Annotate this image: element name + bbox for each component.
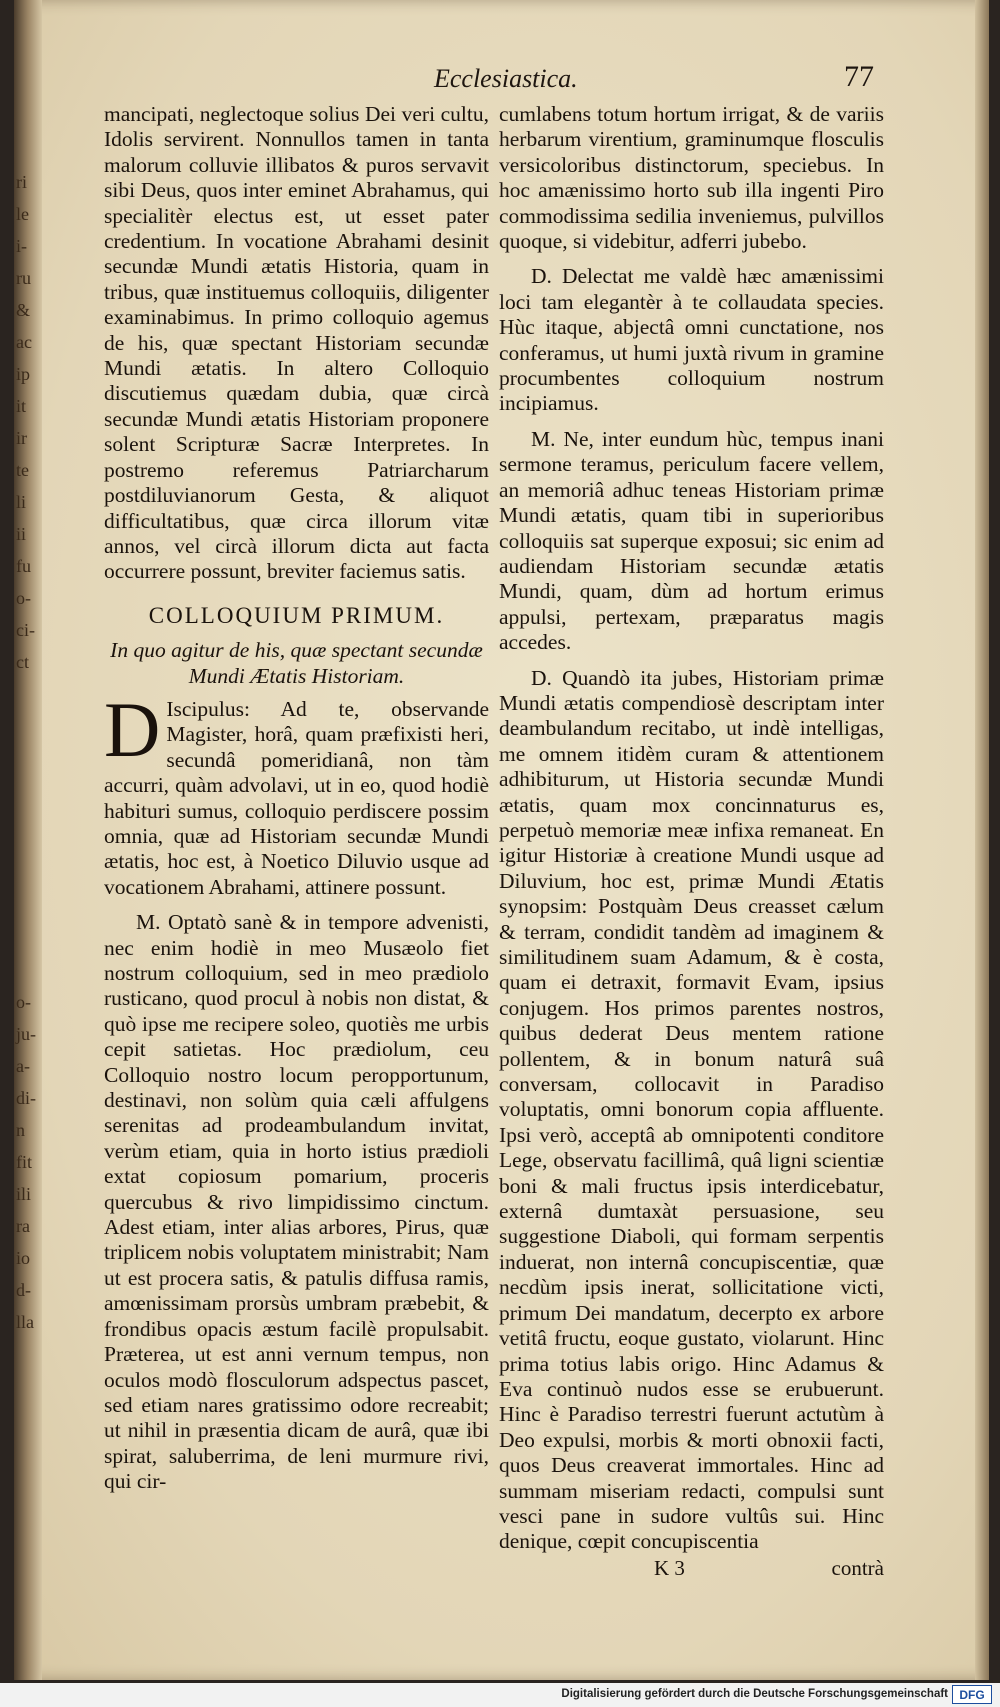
left-paragraph-2 xyxy=(104,685,489,900)
left-column xyxy=(104,102,489,1505)
page-header xyxy=(434,60,874,100)
gutter-fragment: di- xyxy=(16,1088,36,1108)
gutter-fragment: n xyxy=(16,1120,25,1140)
gutter-fragment: it xyxy=(16,396,27,416)
gutter-fragment: i- xyxy=(16,236,27,256)
gutter-fragment: ct xyxy=(16,652,29,672)
gutter-fragment: a- xyxy=(16,1056,30,1076)
running-head: Ecclesiastica. xyxy=(434,64,578,93)
gutter-text-fragments xyxy=(16,0,36,1680)
gutter-fragment: ri xyxy=(16,172,27,192)
gutter-fragment: li xyxy=(16,492,27,512)
section-subtitle: In quo agitur de his, quæ spectant secundæ Mundi Ætatis Historiam. xyxy=(110,638,483,688)
right-paragraph-3: M. Ne, inter eundum hùc, tempus inani sermone teramus, periculum facere vellem, an memoriâ adhuc teneas Historiam primæ Mundi ætatis, quam tibi in superioribus colloquiis sat superque exposui; sic enim ad audiendam Historiam secundæ ætatis Mundi, quam, dùm ad hortum erimus appulsi, pertexam, præparatus magis accedes. xyxy=(499,426,884,655)
drop-cap: D xyxy=(104,685,161,773)
gutter-fragment: ac xyxy=(16,332,32,352)
gutter-fragment: ir xyxy=(16,428,27,448)
dfg-logo-icon xyxy=(952,1685,992,1704)
right-paragraph-2: D. Delectat me valdè hæc amænissimi loci tam elegantèr à te collaudata species. Hùc itaque, abjectâ omni cunctatione, nos conferamus, ut humi juxtà rivum in gramine procumbentes colloquium nostrum incipiamus. xyxy=(499,264,884,416)
right-paragraph-1: cumlabens totum hortum irrigat, & de variis herbarum virentium, graminumque flosculis versicoloribus distinctorum, speciebus. In hoc amænissimo horto sub illa ingenti Piro commodissima sedilia inveniemus, pulvillos quoque, si videbitur, adferri jubebo. xyxy=(499,102,884,254)
gutter-fragment: d- xyxy=(16,1280,31,1300)
credit-text: Digitalisierung gefördert durch die Deutsche Forschungsgemeinschaft xyxy=(561,1688,948,1700)
gutter-fragment: te xyxy=(16,460,29,480)
gutter-fragment: ju- xyxy=(16,1024,36,1044)
gutter-fragment: ci- xyxy=(16,620,35,640)
gutter-fragment: ip xyxy=(16,364,31,384)
left-paragraph-3: M. Optatò sanè & in tempore advenisti, nec enim hodiè in meo Musæolo fiet nostrum colloquium, sed in meo prædiolo rusticano, quod procul à nobis non distat, & quò ipse me recipere soleo, quotiès me urbis cepit satietas. Hoc prædiolum, ceu Colloquio nostro locum peropportunum, destinavi, non solùm quia cæli affulgens serenitas ad prodeambulandum invitat, verùm etiam, quia in horto istius prædioli extat copiosum pomarium, proceris quercubus & rivo limpidissimo cinctum. Adest etiam, inter alias arbores, Pirus, quæ triplicem nobis voluptatem ministrabit; Nam ut est procera satis, & patulis diffusa ramis, amœnissimam prorsùs umbram præbebit, & frondibus opacis æstum facilè propulsabit. Præterea, ut est anni vernum tempus, non oculos modò flosculorum adspectus pascet, sed etiam nares gratissimo odore recreabit; ut nihil in præsentia dicam de aurâ, quæ ibi spirat, saluberrima, de leni murmure rivi, qui cir- xyxy=(104,910,489,1494)
gutter-fragment: ra xyxy=(16,1216,30,1236)
page-gutter xyxy=(14,0,42,1680)
page-footer xyxy=(499,1556,884,1586)
gutter-fragment: io xyxy=(16,1248,31,1268)
gutter-fragment: o- xyxy=(16,588,31,608)
gutter-fragment: ili xyxy=(16,1184,32,1204)
signature-mark: K 3 xyxy=(654,1556,685,1580)
gutter-fragment: o- xyxy=(16,992,31,1012)
gutter-fragment: fit xyxy=(16,1152,32,1172)
section-title: COLLOQUIUM PRIMUM. xyxy=(148,602,445,628)
right-column xyxy=(499,102,884,1565)
dfg-logo-text: DFG xyxy=(959,1688,985,1702)
gutter-fragment: ii xyxy=(16,524,27,544)
page-number: 77 xyxy=(844,60,874,93)
catchword: contrà xyxy=(831,1556,884,1580)
book-page xyxy=(14,0,989,1680)
gutter-fragment: lla xyxy=(16,1312,34,1332)
gutter-fragment: le xyxy=(16,204,29,224)
gutter-fragment: fu xyxy=(16,556,31,576)
credit-bar xyxy=(0,1683,1000,1707)
left-paragraph-1: mancipati, neglectoque solius Dei veri cultu, Idolis servirent. Nonnullos tamen in tanta malorum colluvie illibatos & puros servavit sibi Deus, quos inter eminet Abrahamus, qui specialitèr electus est, ut esset pater credentium. In vocatione Abrahami desinit secundæ Mundi ætatis Historia, quam in tribus, quæ instituemus colloquiis, diligenter examinabimus. In primo colloquio agemus de his, quæ spectant Historiam secundæ Mundi ætatis. In altero Colloquio discutiemus quædam dubia, quæ circà secundæ Mundi ætatis Historiam proponere solent Scripturæ Sacræ Interpretes. In postremo referemus Patriarcharum postdiluvianorum Gesta, & aliquot difficultatibus, quæ circa illorum vitæ annos, vel circà illorum dicta aut facta occurrere possunt, breviter faciemus satis. xyxy=(104,102,489,584)
right-paragraph-4: D. Quandò ita jubes, Historiam primæ Mundi ætatis compendiosè descriptam inter deambulandum recitabo, ut indè intelligas, me omnem itidèm curam & attentionem adhibiturum, ut Historia secundæ Mundi ætatis, quam mox concinnaturus es, perpetuò memoriæ meæ infixa remaneat. En igitur Historiæ à creatione Mundi usque ad Diluvium, hoc est, primæ Mundi Ætatis synopsim: Postquàm Deus creasset cælum & terram, condidit tandèm ad imaginem & similitudinem suam Adamum, & è costa, quam ei detraxit, formavit Evam, ipsius conjugem. Hos primos parentes nostros, quibus dederat Deus mentem ratione pollentem, & in bonum naturâ suâ conversam, collocavit in Paradiso voluptatis, omni bonorum copia affluente. Ipsi verò, acceptâ ab omnipotenti conditore Lege, observatu facillimâ, quâ ligni scientiæ boni & mali fructus ipsis interdicebatur, externâ dumtaxàt persuasione, seu suggestione Diaboli, qui formam serpentis induerat, non internâ concupiscentiæ, quæ necdùm ipsis inerat, sollicitatione victi, primum Dei mandatum, decerpto ex arbore vetitâ fructu, eoque gustato, violarunt. Hinc prima totius labis origo. Hinc Adamus & Eva continuò nudos esse se erubuerunt. Hinc è Paradiso terrestri fuerunt actutùm à Deo expulsi, morbis & morti obnoxii facti, quos Deus creaverat immortales. Hinc ad summam miseriam redacti, compulsi sunt vesci pane in sudore vultûs sui. Hinc denique, cœpit concupiscentia xyxy=(499,665,884,1554)
gutter-fragment: & xyxy=(16,300,31,320)
gutter-fragment: ru xyxy=(16,268,31,288)
page-edge xyxy=(975,0,989,1680)
left-paragraph-2-text: Iscipulus: Ad te, observande Magister, horâ, quam præfixisti heri, secundâ pomeridianâ, non tàm accurri, quàm advolavi, ut in eo, quod hodiè habituri sumus, colloquio perdiscere possim omnia, quæ ad Historiam secundæ Mundi ætatis, hoc est, à Noetico Diluvio usque ad vocationem Abrahami, attinere possunt. xyxy=(104,696,489,899)
